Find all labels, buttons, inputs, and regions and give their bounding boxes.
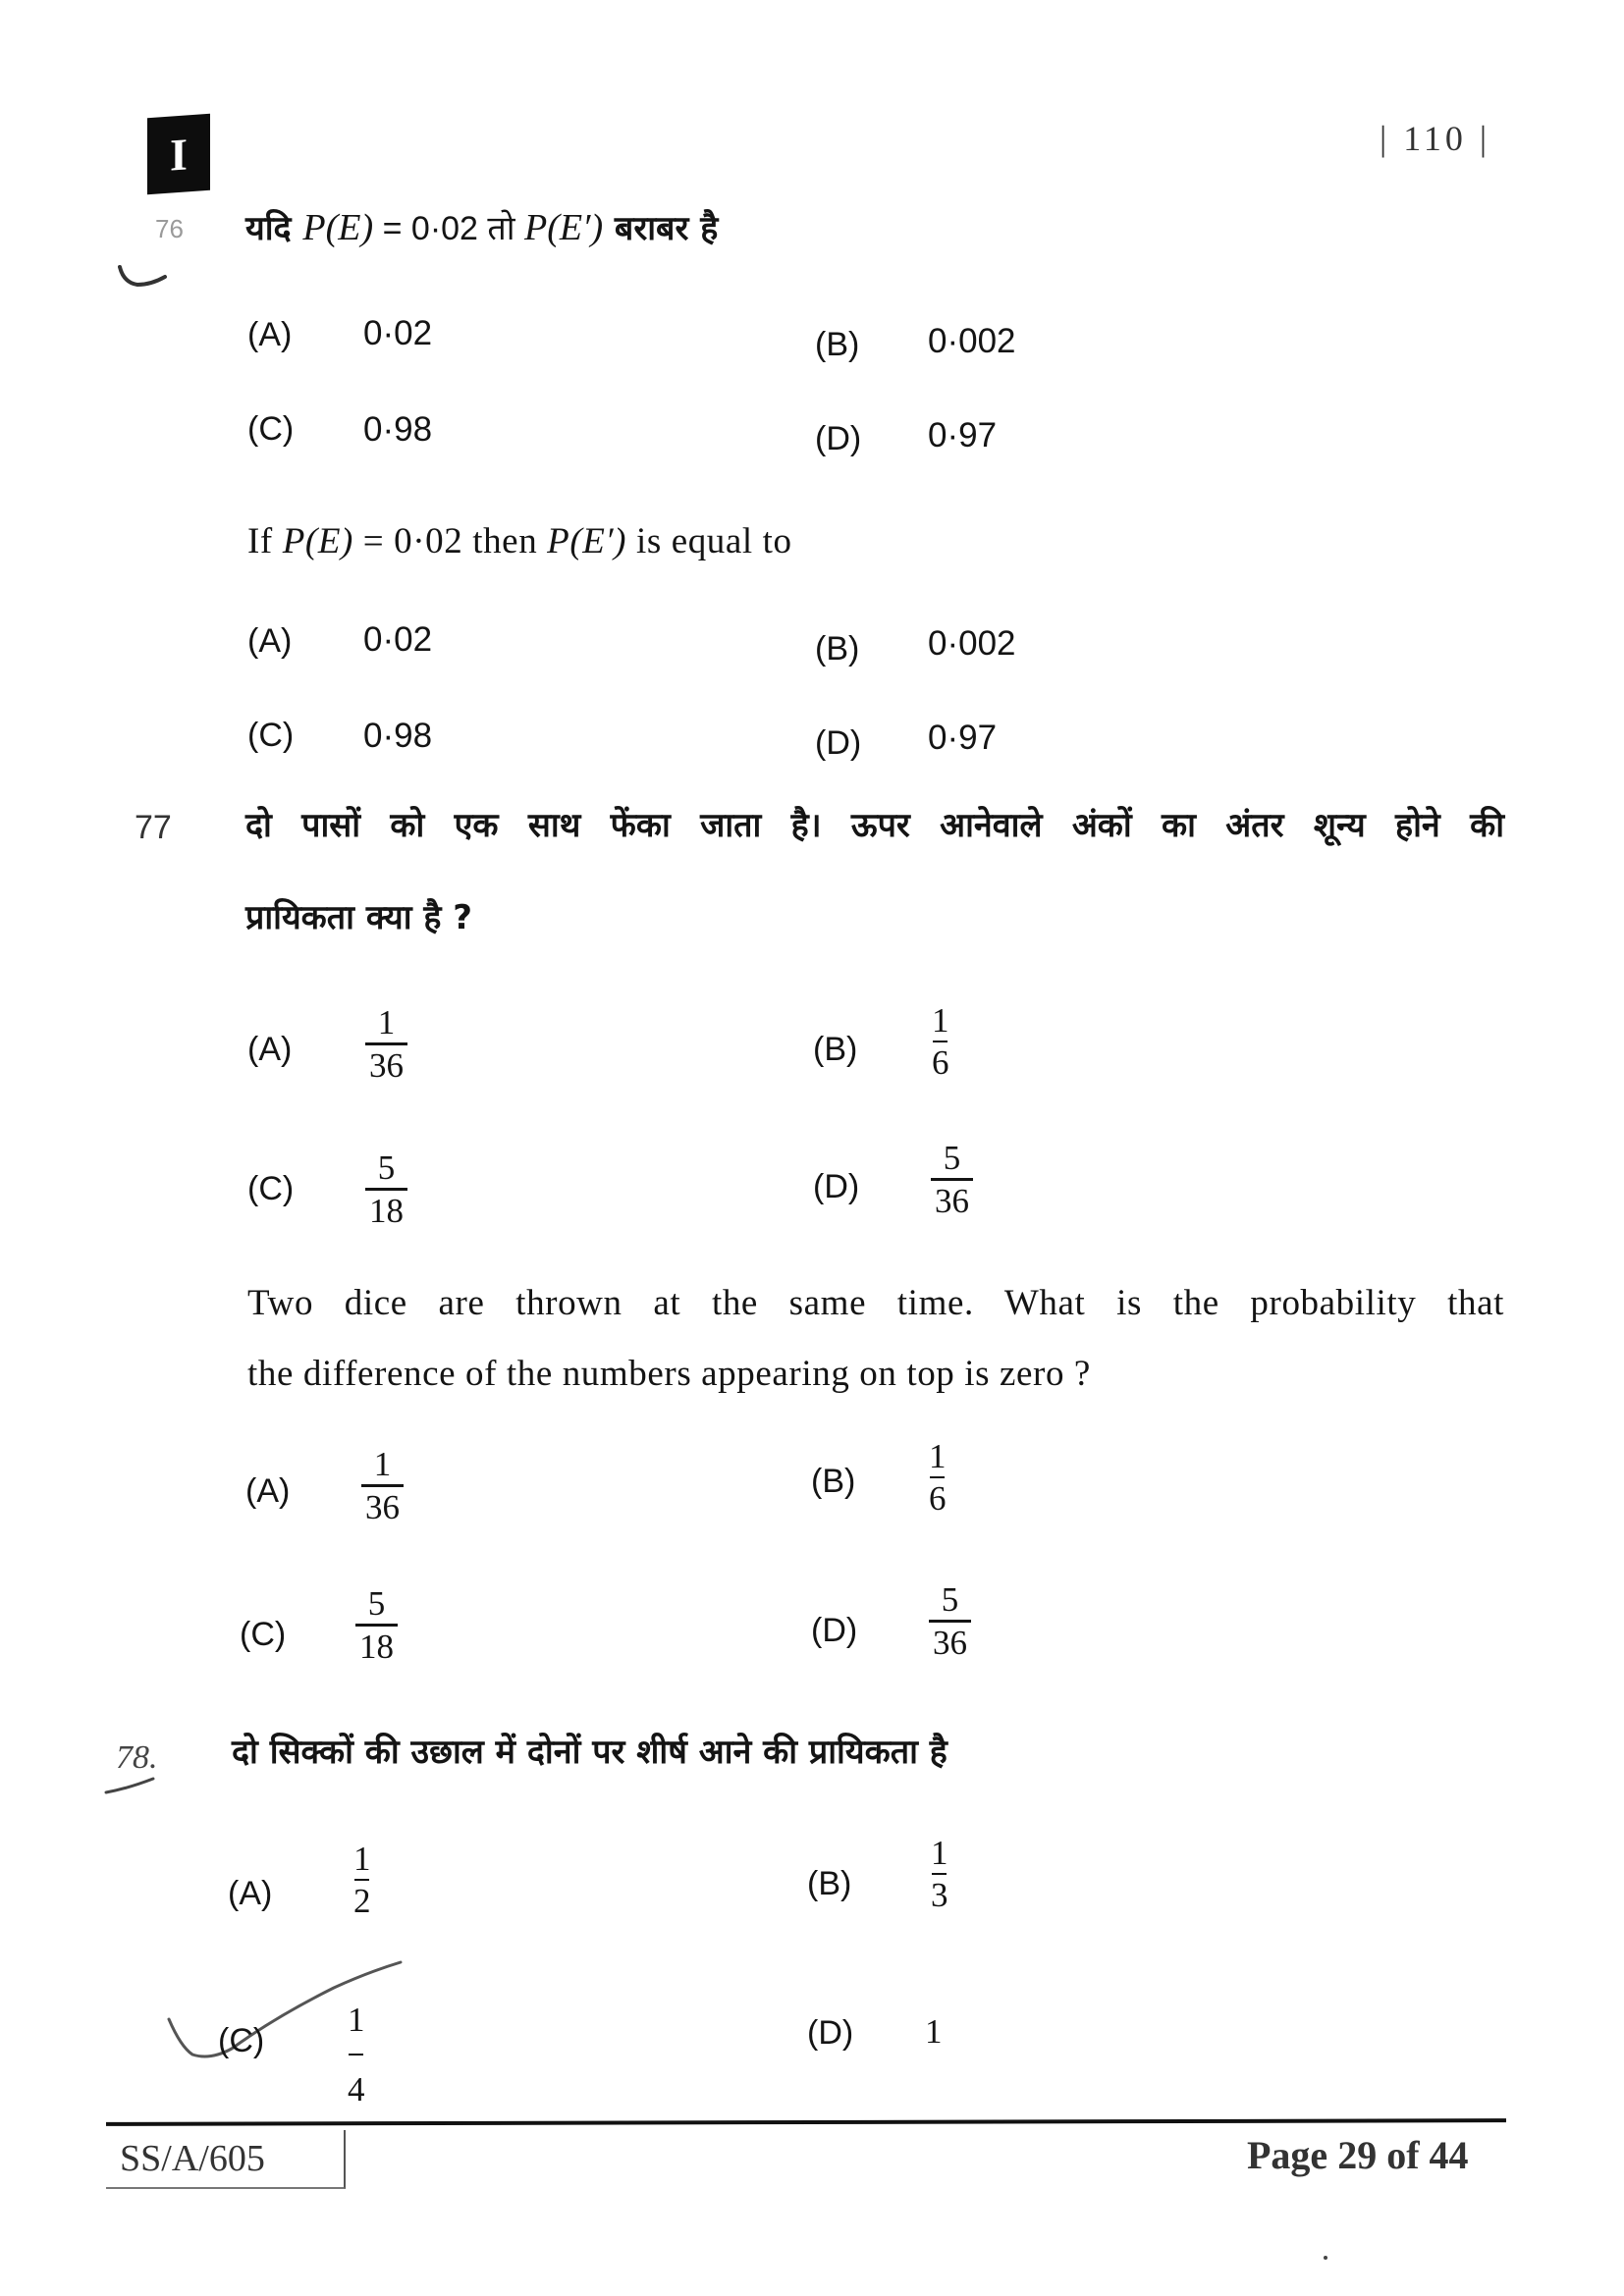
question-number: 76 xyxy=(155,214,184,243)
option-value: 0·98 xyxy=(363,717,433,755)
option-value: 0·002 xyxy=(928,624,1016,663)
paper-code: SS/A/605 xyxy=(106,2130,346,2189)
option-label: (A) xyxy=(228,1875,273,1912)
question-text-english-line1: Two dice are thrown at the same time. What is the probability that xyxy=(247,1283,1504,1323)
option-label: (C) xyxy=(247,1170,295,1207)
option-value: 1 xyxy=(925,2012,943,2051)
question-text-hindi: यदि P(E) = 0·02 तो P(E′) बराबर है xyxy=(245,207,719,248)
question-text-english: If P(E) = 0·02 then P(E′) is equal to xyxy=(247,521,792,561)
option-label: (A) xyxy=(245,1472,291,1510)
question-number: 77 xyxy=(135,809,172,846)
underline-mark-icon xyxy=(102,1777,161,1796)
option-label: (C) xyxy=(247,717,295,754)
speck xyxy=(1324,2256,1327,2260)
option-value: 0·002 xyxy=(928,322,1016,360)
option-label: (A) xyxy=(247,316,293,353)
option-label: (D) xyxy=(811,1612,858,1649)
option-value: 0·98 xyxy=(363,410,433,449)
option-fraction: 1 2 xyxy=(353,1840,371,1920)
option-value: 0·02 xyxy=(363,620,433,659)
option-label: (D) xyxy=(815,420,862,457)
option-label: (A) xyxy=(247,1031,293,1068)
tick-mark-icon xyxy=(116,263,175,293)
option-fraction: 1 6 xyxy=(932,1001,949,1082)
option-label: (B) xyxy=(813,1031,858,1068)
option-label: (D) xyxy=(813,1168,860,1205)
set-badge-label: I xyxy=(170,128,188,181)
option-fraction: 5 36 xyxy=(929,1582,971,1660)
option-label: (C) xyxy=(247,410,295,448)
option-fraction: 1 36 xyxy=(361,1447,404,1524)
footer-divider xyxy=(106,2118,1506,2126)
option-label-selected: (C) xyxy=(218,2022,265,2059)
option-fraction: 5 18 xyxy=(365,1150,407,1228)
option-fraction: 1 6 xyxy=(929,1437,947,1518)
option-value: 0·02 xyxy=(363,314,433,352)
option-label: (B) xyxy=(807,1865,852,1902)
option-fraction: 1 36 xyxy=(365,1005,407,1083)
option-label: (C) xyxy=(240,1616,287,1653)
option-fraction: 5 18 xyxy=(355,1586,398,1664)
question-text-hindi-line1: दो पासों को एक साथ फेंका जाता है। ऊपर आनेवाले अंकों का अंतर शून्य होने की xyxy=(245,806,1504,845)
option-fraction: 1 4 xyxy=(348,2001,365,2109)
option-value: 0·97 xyxy=(928,719,998,757)
question-text-hindi-line2: प्रायिकता क्या है ? xyxy=(245,898,472,937)
option-fraction: 1 3 xyxy=(931,1834,948,1914)
page-marker: | 110 | xyxy=(1380,119,1491,158)
option-value: 0·97 xyxy=(928,416,998,454)
set-badge xyxy=(147,114,210,194)
option-label: (B) xyxy=(811,1463,856,1500)
option-fraction: 5 36 xyxy=(931,1141,973,1218)
page-number: Page 29 of 44 xyxy=(1247,2133,1469,2177)
option-label: (D) xyxy=(815,724,862,762)
option-label: (A) xyxy=(247,622,293,660)
question-number: 78. xyxy=(116,1739,158,1776)
option-label: (B) xyxy=(815,326,860,363)
question-text-english-line2: the difference of the numbers appearing on top is zero ? xyxy=(247,1354,1091,1394)
option-label: (B) xyxy=(815,630,860,667)
option-label: (D) xyxy=(807,2014,854,2052)
question-text-hindi: दो सिक्कों की उछाल में दोनों पर शीर्ष आने की प्रायिकता है xyxy=(232,1733,947,1772)
